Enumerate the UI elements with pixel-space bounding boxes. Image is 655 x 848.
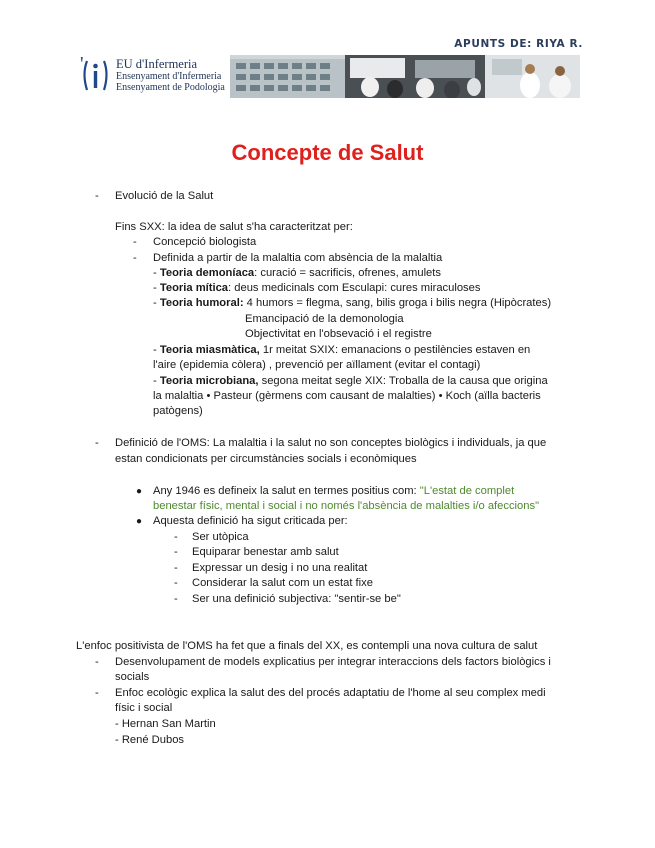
school-sub1: Ensenyament d'Infermeria [116, 71, 222, 82]
theory-miasmatica: - Teoria miasmàtica, 1r meitat SXIX: emanacions o pestilències estaven en [153, 344, 531, 356]
theory-text: 4 humors = flegma, sang, bilis groga i bilis negra (Hipòcrates) [243, 297, 552, 309]
school-sub2: Ensenyament de Podologia [116, 82, 225, 93]
section3-item: Enfoc ecològic explica la salut des del procés adaptatiu de l'home al seu complex medi [115, 687, 546, 699]
list-dash: - [95, 656, 99, 668]
page-title: Concepte de Salut [231, 140, 424, 165]
section3-item-cont: socials [115, 671, 150, 683]
list-dash: - [174, 546, 178, 558]
oms-definition: Definició de l'OMS: La malaltia i la salut no son conceptes biològics i individuals, ja que [115, 437, 547, 449]
section1-intro: Fins SXX: la idea de salut s'ha caracteritzat per: [115, 221, 353, 233]
theory-label: Teoria mítica [159, 282, 229, 294]
oms-definition-cont: estan condicionats per circumstàncies socials i econòmiques [115, 453, 417, 465]
theory-humoral: - Teoria humoral: 4 humors = flegma, sang, bilis groga i bilis negra (Hipòcrates) [153, 297, 552, 309]
bullet-icon: ● [136, 486, 143, 497]
svg-text:': ' [80, 53, 84, 75]
header-photo-banner [230, 55, 580, 98]
list-dash: - [133, 236, 137, 248]
section3-item: Desenvolupament de models explicatius per integrar interaccions dels factors biològics i [115, 656, 551, 668]
school-logo-mark [78, 52, 114, 94]
theory-label: Teoria microbiana, [159, 375, 259, 387]
bullet-1946 [153, 485, 514, 497]
theory-humoral-sub: Objectivitat en l'obsevació i el registre [245, 328, 432, 340]
bullet-icon: ● [136, 516, 143, 527]
who-quote-cont: benestar físic, mental i social i no només l'absència de malalties i/o afeccions" [153, 500, 540, 512]
list-dash: - [174, 531, 178, 543]
theory-label: Teoria humoral: [159, 297, 244, 309]
list-item: Definida a partir de la malaltia com absència de la malaltia [153, 252, 443, 264]
criticism-item: Ser una definició subjectiva: "sentir-se be" [192, 593, 401, 605]
list-dash: - [133, 252, 137, 264]
author-name: - Hernan San Martin [115, 718, 216, 730]
criticism-item: Considerar la salut com un estat fixe [192, 577, 373, 589]
criticism-item: Expressar un desig i no una realitat [192, 562, 368, 574]
theory-text-cont: l'aire (epidemia còlera) , prevenció per aïllament (evitar el contagi) [153, 359, 481, 371]
list-dash: - [174, 593, 178, 605]
theory-microbiana: - Teoria microbiana, segona meitat segle XIX: Troballa de la causa que origina [153, 375, 548, 387]
theory-humoral-sub: Emancipació de la demonologia [245, 313, 404, 325]
bullet-1946-text: Any 1946 es defineix la salut en termes positius com: [153, 485, 420, 497]
section3-item-cont: físic i social [115, 702, 173, 714]
theory-mitica: - Teoria mítica: deus medicinals com Esculapi: cures miraculoses [153, 282, 481, 294]
author-name: - René Dubos [115, 734, 185, 746]
theory-text: : deus medicinals com Esculapi: cures miraculoses [228, 282, 481, 294]
theory-label: Teoria demoníaca [159, 267, 255, 279]
list-dash: - [95, 190, 99, 202]
list-dash: - [174, 577, 178, 589]
who-quote: "L'estat de complet [419, 485, 515, 497]
criticism-item: Equiparar benestar amb salut [192, 546, 339, 558]
list-dash: - [174, 562, 178, 574]
school-name-block [116, 58, 225, 93]
section1-heading: Evolució de la Salut [115, 190, 214, 202]
author-label: APUNTS DE: RIYA R. [454, 38, 583, 50]
bullet-criticism: Aquesta definició ha sigut criticada per: [153, 515, 348, 527]
list-item: Concepció biologista [153, 236, 257, 248]
theory-text-cont: la malaltia • Pasteur (gèrmens com causant de malalties) • Koch (aïlla bacteris [153, 390, 541, 402]
theory-text-cont: patògens) [153, 405, 203, 417]
theory-label: Teoria miasmàtica, [159, 344, 260, 356]
theory-text: : curació = sacrificis, ofrenes, amulets [254, 267, 441, 279]
criticism-item: Ser utòpica [192, 531, 249, 543]
school-name: EU d'Infermeria [116, 57, 198, 71]
list-dash: - [95, 437, 99, 449]
list-dash: - [95, 687, 99, 699]
theory-text: segona meitat segle XIX: Troballa de la causa que origina [258, 375, 548, 387]
section3-intro: L'enfoc positivista de l'OMS ha fet que a finals del XX, es contempli una nova cultura de salut [76, 640, 538, 652]
theory-demoniaca: - Teoria demoníaca: curació = sacrificis, ofrenes, amulets [153, 267, 441, 279]
theory-text: 1r meitat SXIX: emanacions o pestilències estaven en [259, 344, 531, 356]
